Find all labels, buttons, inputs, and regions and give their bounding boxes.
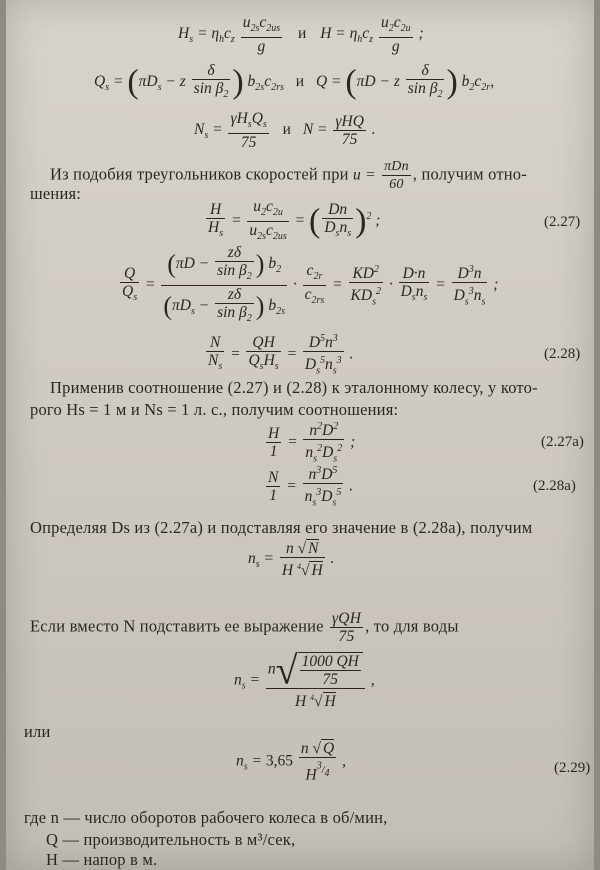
equation-q-ratio: $\frac{Q}{Q_s}$ = (πD − $\frac{z\delta}{\sin \beta_2}$ ) $b_2$ ($\pi D_s$ − $\frac{z\delta}{\sin \beta_2}$ ) $b_{2s}$ · $\frac{c_{2r}}{c_{2rs}}$ = $\frac{KD^2}{KD_s^2}$ · $\frac{D\cdot n}{D_sn_s}$ = $\frac{D^3n}{D_s^3n_s}$ ; [122, 244, 499, 325]
conjunction: и [295, 73, 305, 91]
conjunction: и [282, 121, 291, 139]
conjunction-or: или [24, 722, 51, 741]
paragraph-determining-ds: Определяя Ds из (2.27а) и подставляя его значение в (2.28а), получим [30, 518, 533, 537]
paragraph-similarity-end: шения: [30, 184, 82, 203]
equation-2-29: $n_s = 3,65$ $\frac{n √ Q}{H^{^3/_4}}$ , [236, 740, 346, 784]
paragraph-substitution: Если вместо N подставить ее выражение $\frac{\text{γQH}}{75}$ , то для воды [30, 610, 459, 645]
paragraph-reference-wheel: Применив соотношение (2.27) и (2.28) к эталонному колесу, у кото- [50, 378, 538, 397]
definition-n: где n — число оборотов рабочего колеса в об/мин, [24, 808, 388, 827]
definition-q: Q — производительность в м³/сек, [46, 830, 296, 849]
equation-number-2-29: (2.29) [554, 760, 591, 776]
conjunction: и [298, 25, 307, 43]
paragraph-similarity: Из подобия треугольников скоростей при u = $\frac{\text{πDn}}{60}$ , получим отно- [50, 159, 527, 192]
equation-power-ns-n: $N_s$ = $\frac{\gamma H_sQ_s}{75}$ и N = $\frac{\text{γHQ}}{75}$ . [194, 110, 376, 152]
equation-number-2-27a: (2.27а) [541, 434, 584, 450]
equation-2-27: $\frac{H}{H_s}$ = $\frac{u_2c_{2u}}{u_{2s}c_{2us}}$ = ( $\frac{Dn}{D_sn_s}$ )$^2$ ; [208, 198, 381, 243]
equation-number-2-27: (2.27) [544, 214, 581, 230]
equation-2-28: $\frac{N}{N_s}$ = $\frac{QH}{Q_sH_s}$ = $\frac{D^5n^3}{D_s^5n_s^3}$ . [204, 330, 353, 379]
equation-number-2-28a: (2.28а) [533, 478, 576, 494]
equation-ns-water: $n_s$ = n√ $\frac{1000 QH}{75}$ H $^4$√ H , [234, 647, 375, 711]
paragraph-reference-wheel-end: рого Hs = 1 м и Ns = 1 л. с., получим соотношения: [30, 400, 399, 419]
book-page [6, 0, 594, 870]
equation-flow-qs-q: $Q_s = (\pi D_s - z$ $\frac{\delta}{\sin \beta_2}$ ) $b_{2s}c_{2rs}$ и Q = (πD − z $\frac{\delta}{\sin \beta_2}$ ) $b_2c_{2r}$, [94, 62, 495, 101]
equation-head-hs-h: $H_s = \eta_hc_z$ $\frac{u_{2s}c_{2us}}{g}$ и $H = \eta_hc_z$ $\frac{u_2c_{2u}}{g}$ ; [178, 14, 424, 56]
equation-2-28a: $\frac{N}{1}$ = $\frac{n^3D^5}{n_s^3D_s^5}$ . [264, 462, 353, 511]
equation-ns-specific-speed: $n_s$ = $\frac{n √ N}{H ^4√ H}$ . [248, 540, 335, 580]
equation-number-2-28: (2.28) [544, 346, 581, 362]
definition-h: H — напор в м. [46, 850, 158, 869]
equation-2-27a: $\frac{H}{1}$ = $\frac{n^2D^2}{n_s^2D_s^2}$ ; [264, 418, 355, 467]
